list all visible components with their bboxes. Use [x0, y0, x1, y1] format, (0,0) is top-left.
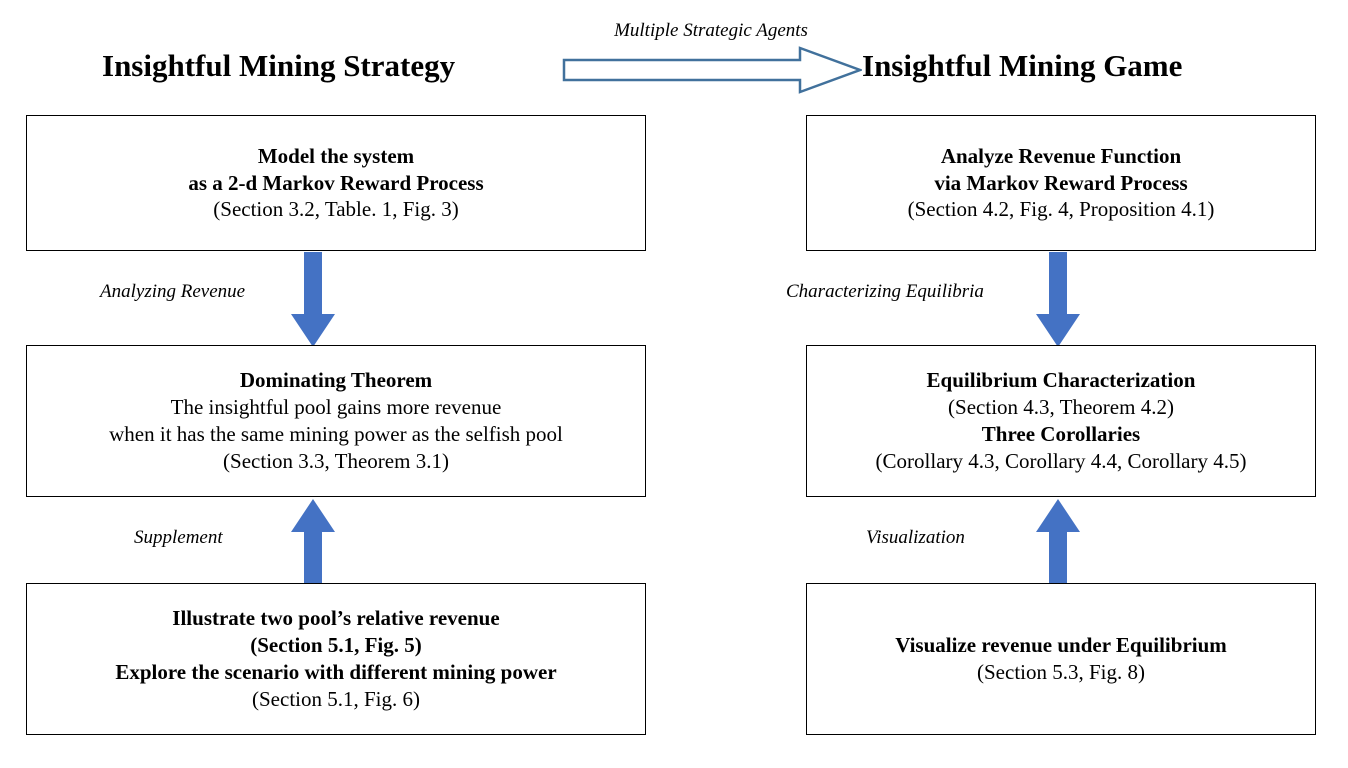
box-line: (Section 3.3, Theorem 3.1): [223, 448, 449, 473]
left-arrow1-label: Analyzing Revenue: [100, 281, 246, 302]
up-arrow-icon: [290, 498, 336, 594]
box-line: via Markov Reward Process: [934, 170, 1188, 195]
left-box-dominating-theorem: [26, 345, 646, 497]
box-line: Illustrate two pool’s relative revenue: [172, 606, 500, 631]
right-box-equilibrium-characterization: [806, 345, 1316, 497]
box-line: Analyze Revenue Function: [940, 143, 1182, 168]
box-line: Visualize revenue under Equilibrium: [895, 633, 1227, 658]
right-arrow1-label: Characterizing Equilibria: [786, 281, 984, 302]
box-line: Three Corollaries: [981, 422, 1141, 446]
box-line: when it has the same mining power as the selfish pool: [109, 422, 563, 446]
box-line: (Corollary 4.3, Corollary 4.4, Corollary 4.5): [875, 448, 1247, 473]
left-box-model-system: [26, 115, 646, 251]
left-box-illustrate-revenue: [26, 583, 646, 735]
left-arrow2-label: Supplement: [134, 527, 223, 548]
right-arrow-icon: [562, 46, 862, 94]
box-line: Dominating Theorem: [239, 368, 433, 393]
right-box-analyze-revenue: [806, 115, 1316, 251]
box-line: (Section 5.3, Fig. 8): [977, 660, 1145, 684]
box-line: (Section 5.1, Fig. 6): [252, 686, 420, 711]
box-line: Model the system: [257, 143, 415, 168]
box-line: (Section 4.3, Theorem 4.2): [948, 395, 1174, 420]
box-line: (Section 4.2, Fig. 4, Proposition 4.1): [907, 197, 1215, 222]
right-column-title: Insightful Mining Game: [862, 48, 1183, 83]
down-arrow-icon: [1035, 252, 1081, 348]
box-line: as a 2-d Markov Reward Process: [188, 170, 484, 195]
down-arrow-icon: [290, 252, 336, 348]
right-arrow2-label: Visualization: [866, 527, 965, 548]
up-arrow-icon: [1035, 498, 1081, 594]
box-line: Equilibrium Characterization: [926, 368, 1196, 393]
right-box-visualize-revenue: [806, 583, 1316, 735]
box-line: (Section 3.2, Table. 1, Fig. 3): [213, 197, 459, 222]
top-arrow-label: Multiple Strategic Agents: [614, 20, 808, 41]
box-line: Explore the scenario with different mining power: [115, 660, 557, 684]
left-column-title: Insightful Mining Strategy: [102, 48, 456, 83]
box-line: (Section 5.1, Fig. 5): [250, 633, 422, 658]
box-line: The insightful pool gains more revenue: [170, 395, 502, 420]
